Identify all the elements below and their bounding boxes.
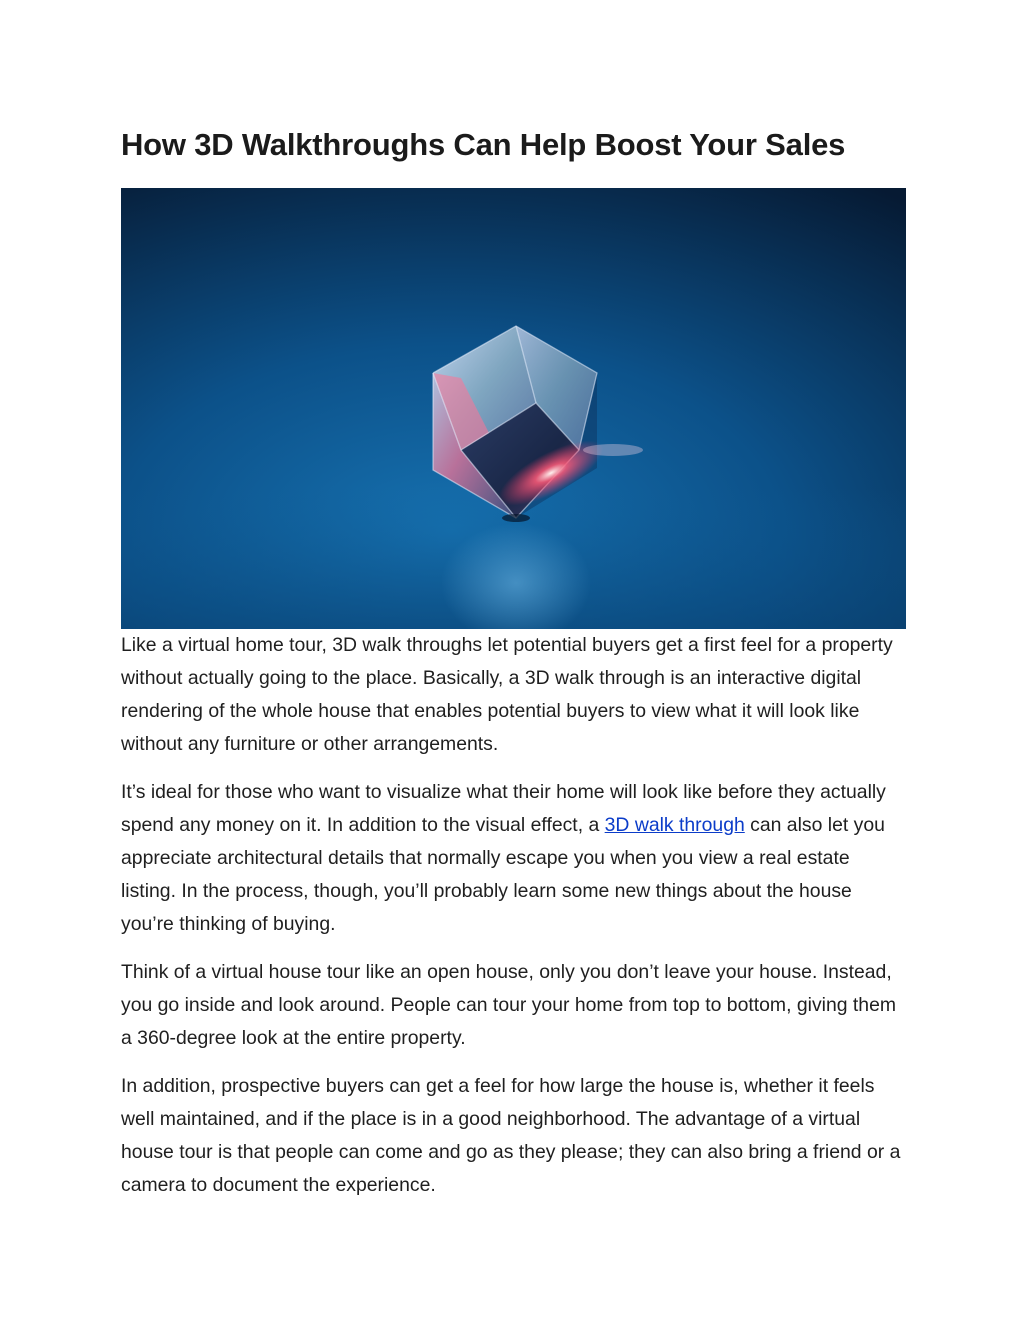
paragraph-open-house: Think of a virtual house tour like an open house, only you don’t leave your house. Instead, you go inside and look around. People can tour your home from top to bottom, giving them a 360-degree look at the entire property. bbox=[121, 961, 897, 1049]
paragraph-intro: Like a virtual home tour, 3D walk throughs let potential buyers get a first feel for a property without actually going to the place. Basically, a 3D walk through is an interactive digital rendering of the whole house that enables potential buyers to view what it will look like without any furniture or other arrangements. bbox=[121, 634, 893, 755]
paragraph-visualize-lead: It’s ideal for those who want to visualize what their home will look like before they actually spend any money on it. In addition to the visual effect, a bbox=[121, 781, 886, 836]
glass-cube-illustration bbox=[121, 188, 906, 629]
3d-walk-through-link[interactable]: 3D walk through bbox=[604, 814, 745, 836]
article-title: How 3D Walkthroughs Can Help Boost Your Sales bbox=[121, 127, 846, 162]
paragraph-visualize bbox=[121, 776, 907, 941]
paragraph-visualize-tail: can also let you appreciate architectural details that normally escape you when you view a real estate listing. In the process, though, you’ll probably learn some new things about the house you’re thinking of buying. bbox=[121, 814, 885, 935]
article-body bbox=[121, 629, 907, 1202]
hero-image-glass-cube bbox=[121, 188, 906, 629]
article bbox=[121, 118, 907, 1217]
paragraph-advantages: In addition, prospective buyers can get a feel for how large the house is, whether it feels well maintained, and if the place is in a good neighborhood. The advantage of a virtual house tour is that people can come and go as they please; they can also bring a friend or a camera to document the experience. bbox=[121, 1075, 901, 1196]
